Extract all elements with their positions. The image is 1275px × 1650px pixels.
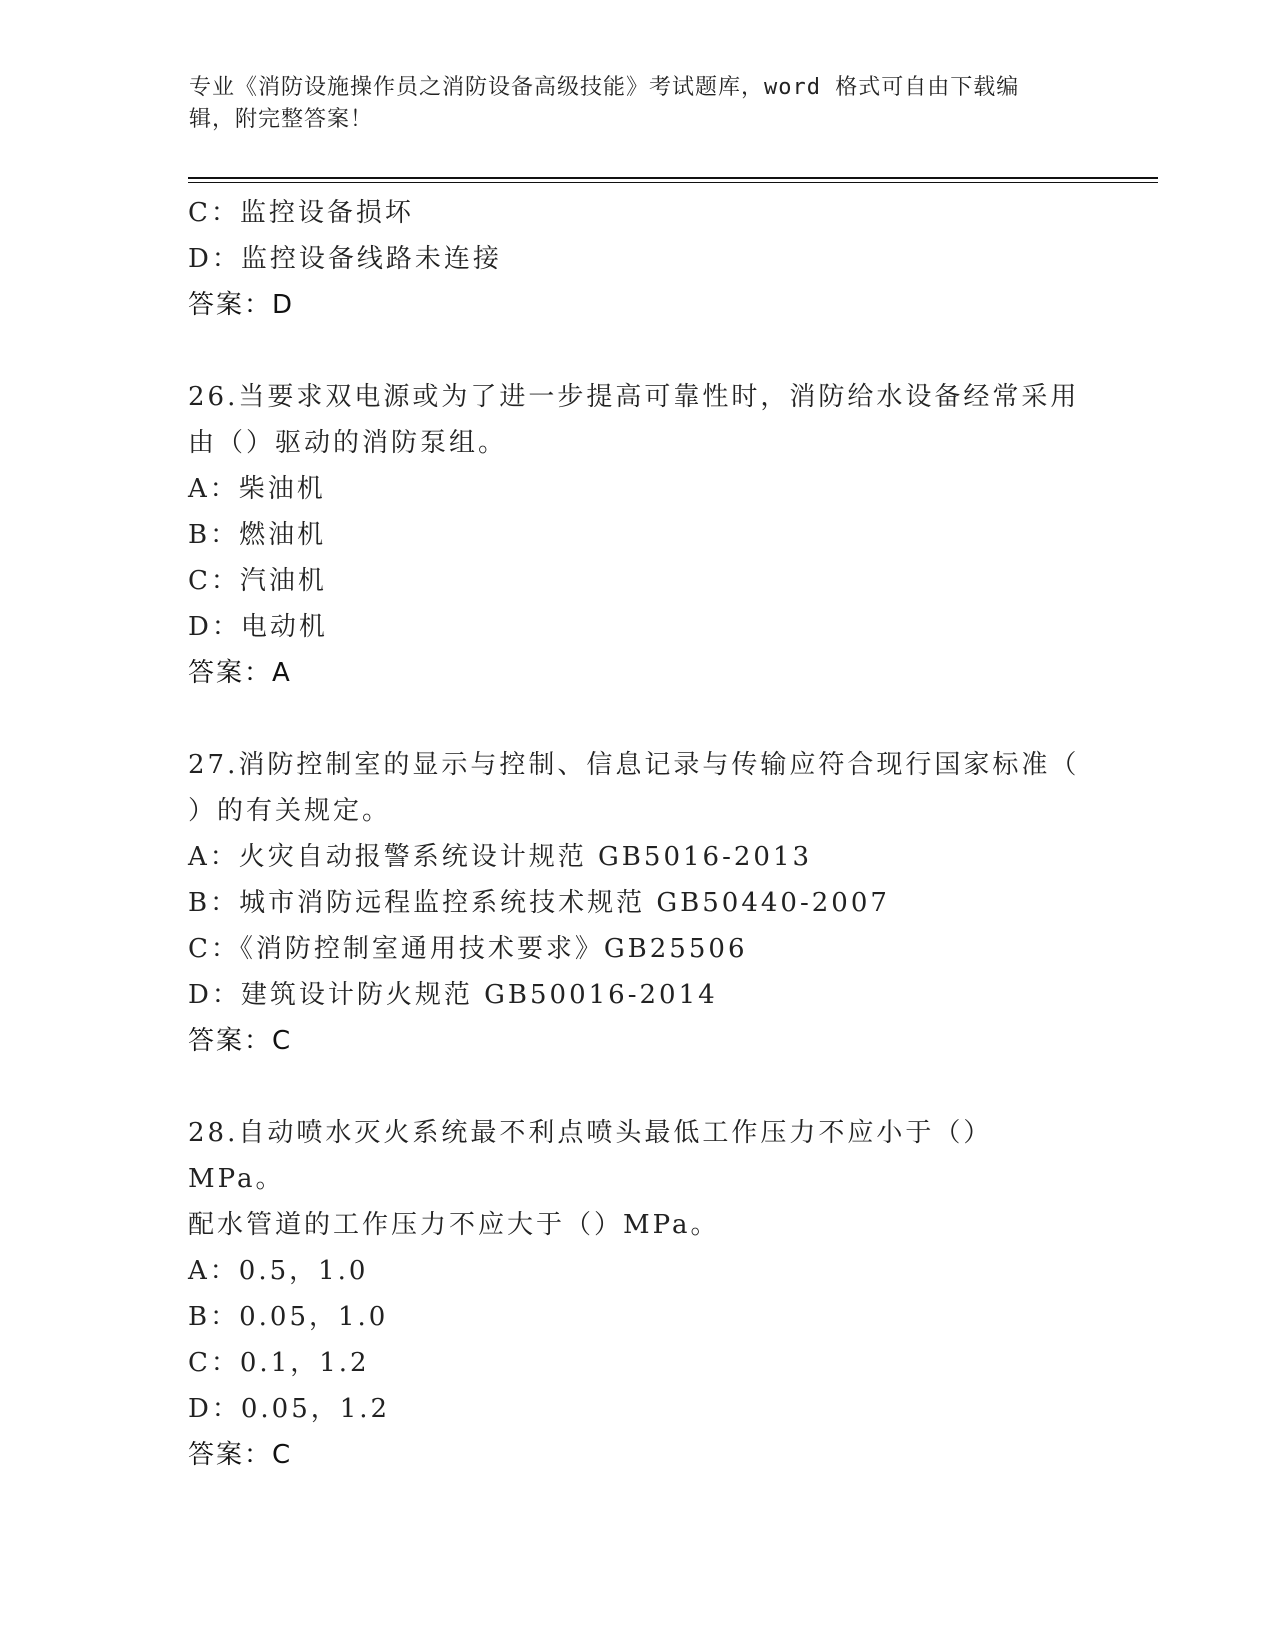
question-text-continued: 配水管道的工作压力不应大于（）MPa。 [188, 1210, 720, 1240]
question-block-27 [188, 742, 1088, 1064]
option-c: C：监控设备损坏 [188, 198, 414, 228]
spacer [188, 1064, 1088, 1110]
option-b: B：燃油机 [188, 520, 327, 550]
answer-line: 答案：A [188, 658, 292, 688]
option-a: A：柴油机 [188, 474, 326, 504]
document-header [189, 72, 1079, 136]
option-d: D：电动机 [188, 612, 328, 642]
option-b: B：城市消防远程监控系统技术规范 GB50440-2007 [188, 888, 890, 918]
option-c: C：0.1，1.2 [188, 1348, 370, 1378]
header-line-2: 辑，附完整答案！ [189, 107, 374, 132]
option-c: C：汽油机 [188, 566, 327, 596]
header-divider-thin [188, 182, 1158, 183]
option-b: B：0.05，1.0 [188, 1302, 389, 1332]
option-d: D：监控设备线路未连接 [188, 244, 502, 274]
option-d: D：0.05，1.2 [188, 1394, 391, 1424]
question-text-continued: 由（）驱动的消防泵组。 [188, 428, 508, 458]
question-text: 27.消防控制室的显示与控制、信息记录与传输应符合现行国家标准（ [188, 750, 1080, 780]
question-text: 28.自动喷水灭火系统最不利点喷头最低工作压力不应小于（）MPa。 [188, 1118, 993, 1194]
question-block-26 [188, 374, 1088, 696]
answer-line: 答案：C [188, 1440, 293, 1470]
spacer [188, 328, 1088, 374]
header-line-1: 专业《消防设施操作员之消防设备高级技能》考试题库，word 格式可自由下载编 [189, 75, 1020, 100]
spacer [188, 696, 1088, 742]
question-block-25 [188, 190, 1088, 328]
option-a: A：火灾自动报警系统设计规范 GB5016-2013 [188, 842, 813, 872]
answer-line: 答案：C [188, 1026, 293, 1056]
header-divider-thick [188, 177, 1158, 179]
option-d: D：建筑设计防火规范 GB50016-2014 [188, 980, 718, 1010]
option-c: C：《消防控制室通用技术要求》GB25506 [188, 934, 748, 964]
question-list [188, 190, 1088, 1478]
answer-line: 答案：D [188, 290, 295, 320]
question-text-continued: ）的有关规定。 [188, 796, 392, 826]
question-block-28 [188, 1110, 1088, 1478]
question-text: 26.当要求双电源或为了进一步提高可靠性时，消防给水设备经常采用 [188, 382, 1080, 412]
option-a: A：0.5，1.0 [188, 1256, 369, 1286]
